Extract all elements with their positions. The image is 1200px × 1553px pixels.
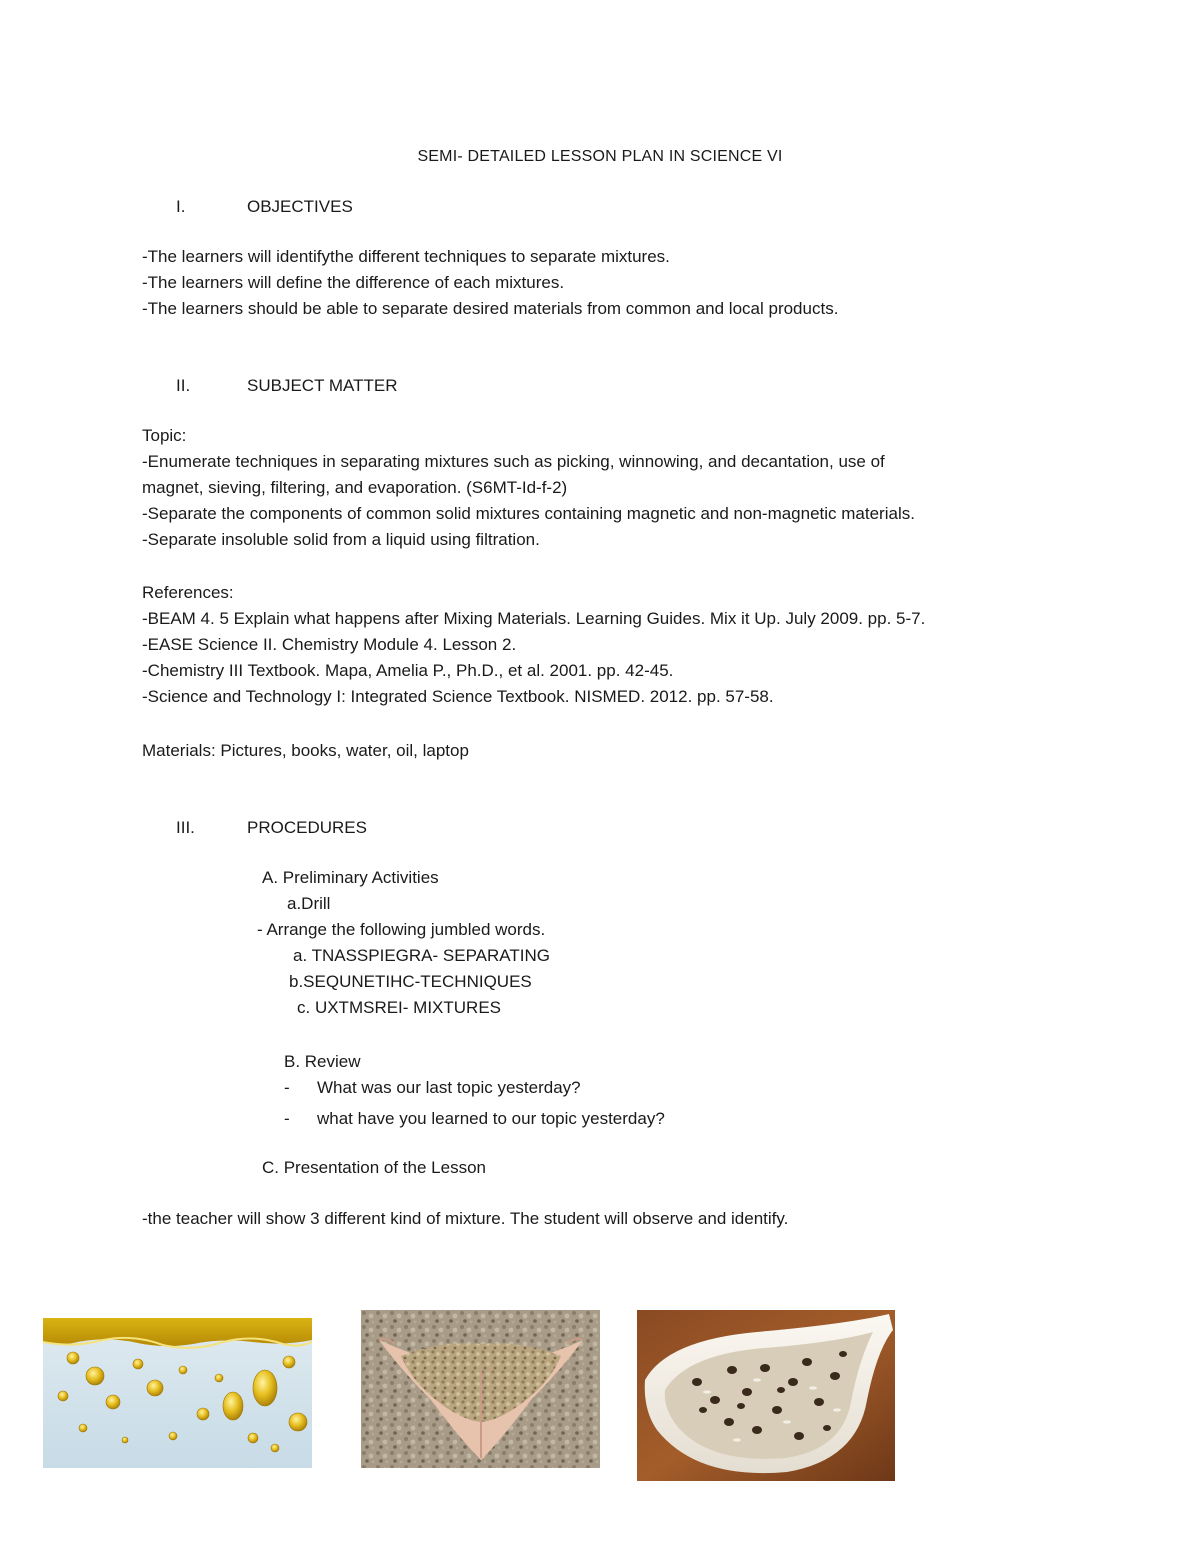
procedures-numeral: III. [176,818,195,837]
jumbled-word: c. UXTMSREI- MIXTURES [297,998,502,1017]
objective-item: -The learners will identifythe different techniques to separate mixtures. [142,247,670,266]
review-question: What was our last topic yesterday? [317,1078,581,1097]
reference-item: -BEAM 4. 5 Explain what happens after Mixing Materials. Learning Guides. Mix it Up. July 2009. pp. 5-7. [142,609,926,628]
topic-line: magnet, sieving, filtering, and evaporation. (S6MT-Id-f-2) [142,478,568,497]
review-label: B. Review [284,1052,361,1071]
reference-item: -EASE Science II. Chemistry Module 4. Lesson 2. [142,635,517,654]
topic-line: -Enumerate techniques in separating mixtures such as picking, winnowing, and decantation, use of [142,452,885,471]
objective-item: -The learners will define the difference of each mixtures. [142,273,565,292]
reference-item: -Chemistry III Textbook. Mapa, Amelia P., Ph.D., et al. 2001. pp. 42-45. [142,661,674,680]
rice-and-beans-photo [637,1310,895,1481]
jumbled-word: a. TNASSPIEGRA- SEPARATING [293,946,550,965]
topic-label: Topic: [142,426,187,445]
teacher-note: -the teacher will show 3 different kind of mixture. The student will observe and identify. [142,1209,789,1228]
materials-line: Materials: Pictures, books, water, oil, laptop [142,741,469,760]
jumbled-word: b.SEQUNETIHC-TECHNIQUES [289,972,532,991]
topic-line: -Separate the components of common solid mixtures containing magnetic and non-magnetic materials. [142,504,915,523]
drill-label: a.Drill [287,894,331,913]
objectives-numeral: I. [176,197,186,216]
soil-in-hands-photo [361,1310,600,1468]
topic-line: -Separate insoluble solid from a liquid using filtration. [142,530,540,549]
reference-item: -Science and Technology I: Integrated Science Textbook. NISMED. 2012. pp. 57-58. [142,687,774,706]
objectives-heading: OBJECTIVES [247,197,353,216]
review-dash: - [284,1109,290,1128]
references-label: References: [142,583,234,602]
page-title: SEMI- DETAILED LESSON PLAN IN SCIENCE VI [417,148,783,165]
preliminary-activities: A. Preliminary Activities [262,868,439,887]
procedures-heading: PROCEDURES [247,818,367,837]
subject-matter-heading: SUBJECT MATTER [247,376,398,395]
objective-item: -The learners should be able to separate desired materials from common and local products. [142,299,839,318]
presentation-label: C. Presentation of the Lesson [262,1158,486,1177]
review-question: what have you learned to our topic yesterday? [317,1109,665,1128]
subject-matter-numeral: II. [176,376,191,395]
arrange-instruction: - Arrange the following jumbled words. [257,920,546,939]
review-dash: - [284,1078,290,1097]
oil-and-water-photo [43,1318,312,1468]
